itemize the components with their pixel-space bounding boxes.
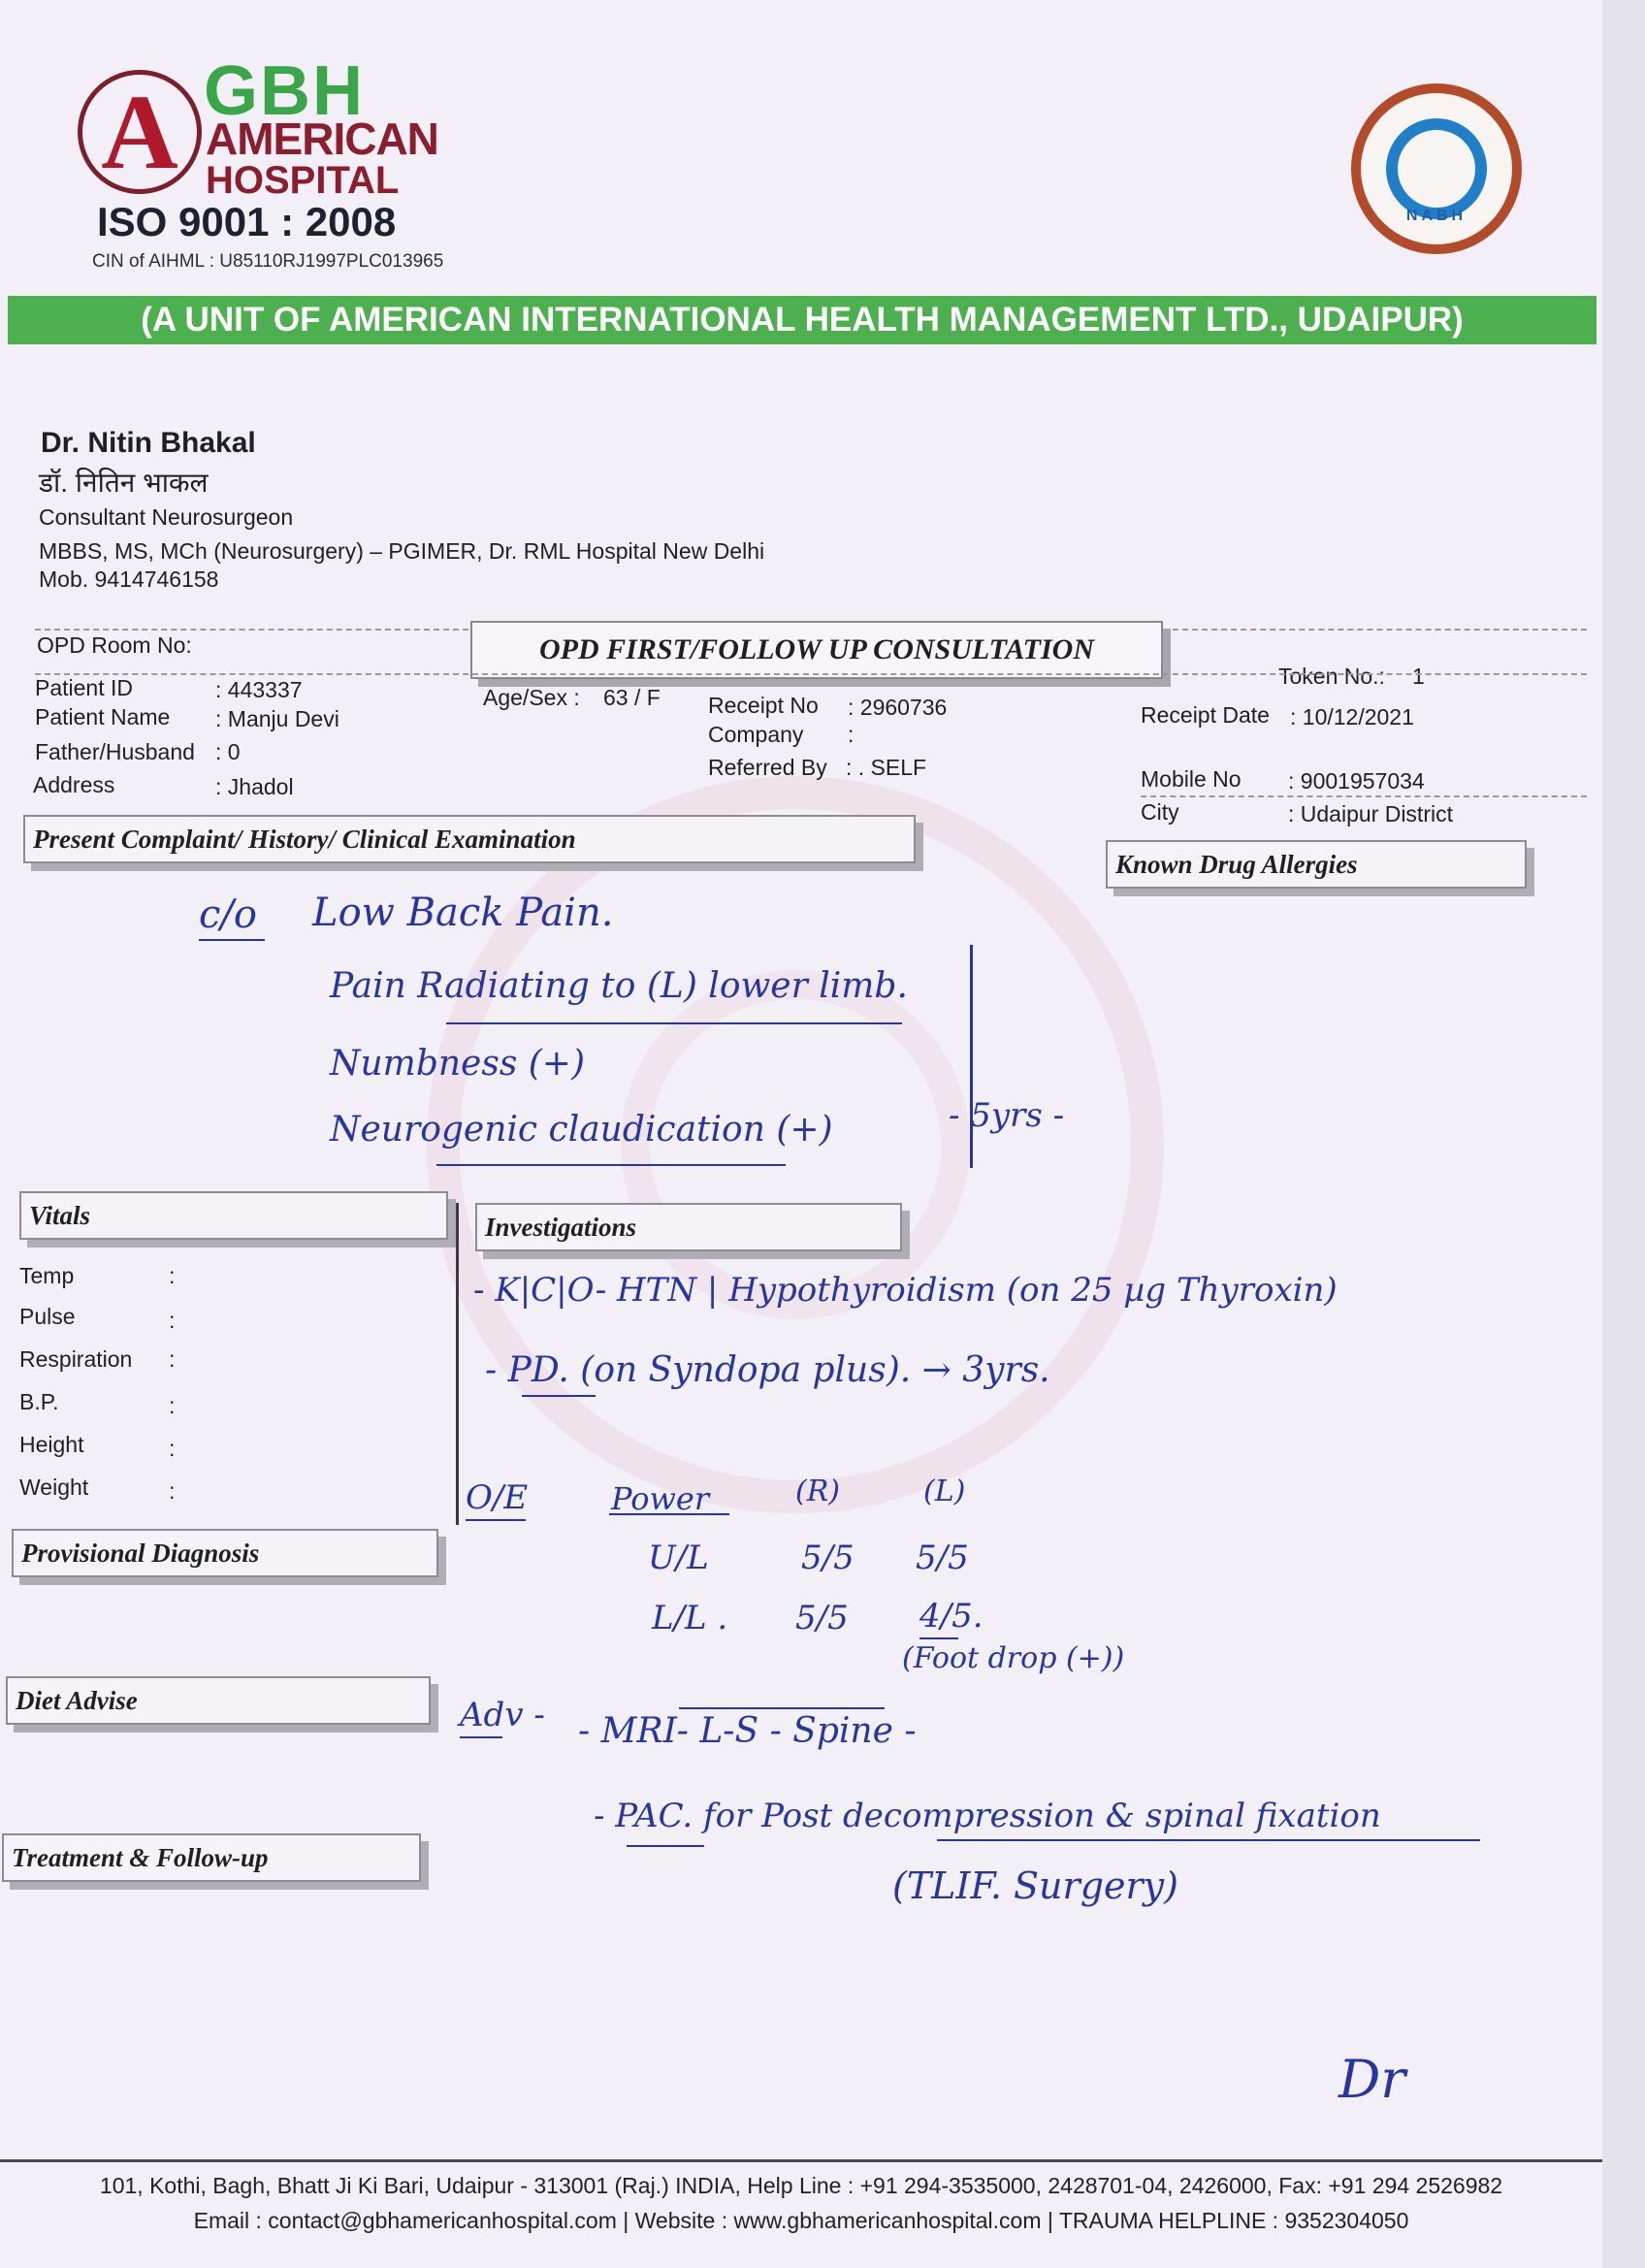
receipt-date-value: : 10/12/2021 [1290, 704, 1414, 729]
hw-underline [436, 1164, 786, 1166]
doctor-name: Dr. Nitin Bhakal [41, 427, 256, 459]
hw-history-2: - PD. (on Syndopa plus). → 3yrs. [485, 1350, 1050, 1390]
patient-id-value: : 443337 [215, 677, 303, 702]
footer-divider [0, 2159, 1602, 2162]
hw-underline [460, 1736, 502, 1738]
vital-height-colon: : [169, 1436, 176, 1461]
hw-underline [919, 1637, 958, 1639]
hw-left: (L) [923, 1474, 966, 1508]
consultation-heading: OPD FIRST/FOLLOW UP CONSULTATION [470, 621, 1163, 679]
hw-complaint-3: Numbness (+) [330, 1044, 586, 1084]
vital-temp-colon: : [169, 1263, 176, 1288]
nabh-seal [1351, 83, 1522, 254]
vital-respiration-colon: : [169, 1346, 176, 1372]
doctor-qualifications: MBBS, MS, MCh (Neurosurgery) – PGIMER, Dr. RML Hospital New Delhi [39, 538, 765, 564]
hw-right: (R) [795, 1474, 840, 1508]
vital-weight-colon: : [169, 1478, 176, 1504]
brand-american: AMERICAN [206, 113, 438, 164]
doctor-name-hindi: डॉ. नितिन भाकल [39, 468, 209, 498]
section-complaint: Present Complaint/ History/ Clinical Examination [23, 815, 916, 863]
hw-advice-1: - MRI- L-S - Spine - [578, 1711, 917, 1751]
divider [1141, 795, 1587, 797]
doctor-title: Consultant Neurosurgeon [39, 504, 294, 530]
brand-gbh: GBH [204, 52, 365, 130]
receipt-no-label: Receipt No [708, 693, 819, 718]
receipt-no-value: : 2960736 [848, 695, 948, 720]
hw-foot-drop: (Foot drop (+)) [902, 1641, 1125, 1675]
section-investigations: Investigations [475, 1203, 902, 1251]
doctor-signature: Dr [1339, 2049, 1406, 2110]
hw-ll: L/L . [652, 1599, 728, 1637]
father-husband-label: Father/Husband [35, 739, 195, 764]
hw-ll-left: 4/5. [919, 1597, 984, 1636]
column-divider [456, 1203, 459, 1525]
hw-underline [199, 939, 265, 941]
hw-advice-2: - PAC. for Post decompression & spinal fixation [594, 1797, 1381, 1835]
city-label: City [1141, 799, 1179, 825]
hw-underline [446, 1022, 902, 1024]
nabh-emblem-icon [1386, 118, 1487, 219]
patient-name-value: : Manju Devi [215, 706, 339, 731]
hw-underline [466, 1519, 526, 1521]
footer-address: 101, Kothi, Bagh, Bhatt Ji Ki Bari, Udaipur - 313001 (Raj.) INDIA, Help Line : +91 294-3535000, 2428701-04, 2426000, Fax: +91 294 2526982 [99, 2173, 1503, 2198]
hw-history-1: - K|C|O- HTN | Hypothyroidism (on 25 µg Thyroxin) [473, 1271, 1338, 1310]
vital-bp-colon: : [169, 1393, 176, 1418]
vital-pulse-colon: : [169, 1308, 176, 1333]
section-allergies: Known Drug Allergies [1106, 840, 1527, 889]
hw-complaint-1: Low Back Pain. [312, 891, 614, 935]
section-vitals: Vitals [19, 1191, 448, 1240]
age-sex-value: 63 / F [603, 685, 661, 710]
iso-certification: ISO 9001 : 2008 [97, 199, 397, 244]
hw-complaint-prefix: c/o [199, 892, 257, 937]
hw-ul-right: 5/5 [801, 1539, 855, 1577]
hw-underline [522, 1395, 596, 1397]
company-label: Company [708, 722, 804, 747]
section-treatment: Treatment & Follow-up [2, 1833, 421, 1882]
vital-bp-label: B.P. [19, 1389, 59, 1414]
father-husband-value: : 0 [215, 739, 241, 764]
hw-oe: O/E [466, 1478, 529, 1517]
address-value: : Jhadol [215, 774, 294, 799]
patient-id-label: Patient ID [35, 675, 133, 700]
hospital-logo [78, 70, 202, 194]
header-banner: (A UNIT OF AMERICAN INTERNATIONAL HEALTH MANAGEMENT LTD., UDAIPUR) [8, 296, 1597, 344]
logo-letter: A [101, 73, 178, 191]
company-value: : [848, 722, 855, 747]
patient-name-label: Patient Name [35, 704, 171, 729]
cin-number: CIN of AIHML : U85110RJ1997PLC013965 [92, 251, 444, 272]
hw-overline [679, 1707, 885, 1709]
vital-respiration-label: Respiration [19, 1346, 133, 1372]
hw-power: Power [611, 1480, 710, 1517]
brand-hospital: HOSPITAL [206, 159, 400, 202]
mobile-value: : 9001957034 [1288, 768, 1425, 794]
hw-underline [609, 1513, 729, 1515]
section-diagnosis: Provisional Diagnosis [12, 1529, 438, 1577]
token-value: 1 [1412, 664, 1425, 689]
hw-advice: Adv - [460, 1696, 545, 1734]
address-label: Address [33, 772, 115, 797]
mobile-label: Mobile No [1141, 766, 1242, 792]
hw-ll-right: 5/5 [795, 1599, 849, 1637]
age-sex-label: Age/Sex : [483, 685, 580, 710]
doctor-mobile: Mob. 9414746158 [39, 567, 219, 592]
vital-height-label: Height [19, 1432, 84, 1457]
vital-temp-label: Temp [19, 1263, 75, 1288]
receipt-date-label: Receipt Date [1141, 702, 1270, 728]
scanner-edge [1602, 0, 1645, 2268]
hw-ul: U/L [648, 1539, 709, 1577]
token-label: Token No.: [1278, 664, 1385, 689]
divider [35, 673, 1587, 675]
hw-underline [627, 1845, 704, 1847]
vital-weight-label: Weight [19, 1474, 89, 1500]
footer-contact: Email : contact@gbhamericanhospital.com | Website : www.gbhamericanhospital.com | TRAUMA HELPLINE : 9352304050 [193, 2208, 1409, 2233]
referred-by-label: Referred By [708, 755, 827, 780]
section-diet: Diet Advise [6, 1676, 431, 1725]
city-value: : Udaipur District [1288, 801, 1453, 826]
referred-by-value: : . SELF [846, 755, 927, 780]
hw-duration: - 5yrs - [949, 1096, 1065, 1135]
hw-underline [937, 1839, 1480, 1841]
hw-complaint-2: Pain Radiating to (L) lower limb. [330, 966, 908, 1006]
nabh-label: NABH [1405, 208, 1468, 224]
vital-pulse-label: Pulse [19, 1304, 76, 1329]
opd-room-label: OPD Room No: [37, 632, 192, 658]
hw-ul-left: 5/5 [916, 1539, 969, 1577]
hw-complaint-4: Neurogenic claudication (+) [330, 1110, 833, 1150]
hw-advice-3: (TLIF. Surgery) [892, 1864, 1178, 1907]
